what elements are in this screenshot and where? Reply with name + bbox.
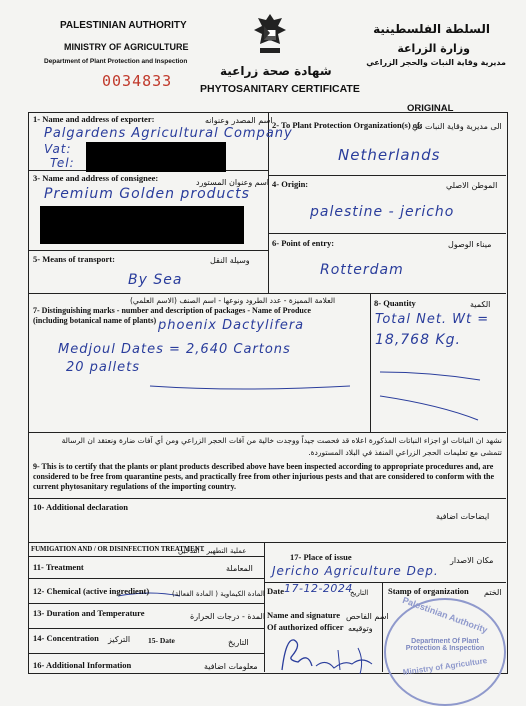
- department-ar: مديرية وقاية النبات والحجر الزراعي: [366, 58, 506, 67]
- field-16-label-ar: معلومات اضافية: [204, 662, 258, 671]
- serial-number: 0034833: [102, 72, 173, 90]
- field-16-label: 16- Additional Information: [33, 660, 132, 670]
- ministry-en: MINISTRY OF AGRICULTURE: [64, 42, 189, 52]
- redaction-consignee: [40, 206, 244, 244]
- fumigation-label-ar: عملية التطهير - التدخين: [178, 547, 247, 555]
- emblem-icon: [248, 10, 292, 60]
- field-11-label-ar: المعاملة: [226, 564, 253, 573]
- field-7-label: 7- Distinguishing marks - number and description of packages - Name of Produce (including botanical name of plants): [33, 306, 311, 325]
- copy-type: ORIGINAL: [407, 103, 454, 114]
- botanical-name: phoenix Dactylifera: [158, 318, 305, 333]
- certification-text: 9- This is to certify that the plants or plant products described above have been inspected according to appropriate procedures and, are considered to be free from quarantine pests, and practically free from other injurious pests and that are considered to conform with the current phytosanitary regulations of the importing country.: [33, 462, 495, 491]
- signature-label-ar-2: وتوقيعه: [348, 624, 373, 633]
- field-17-label-ar: مكان الاصدار: [450, 556, 494, 565]
- field-4-label-ar: الموطن الاصلي: [446, 181, 498, 190]
- exporter-name: Palgardens Agricultural Company: [44, 126, 293, 141]
- quantity-weight: 18,768 Kg.: [375, 332, 461, 348]
- stamp-mid-1: Department Of Plant: [411, 638, 479, 645]
- field-3-label: 3- Name and address of consignee:: [33, 173, 159, 183]
- stamp-label-ar: الختم: [484, 588, 502, 597]
- department-en: Department of Plant Protection and Inspection: [44, 58, 188, 65]
- field-5-label-ar: وسيلة النقل: [210, 256, 250, 265]
- date-value: 17-12-2024: [284, 582, 353, 595]
- signature-label-1: Name and signature: [267, 610, 341, 620]
- field-8-label: 8- Quantity: [374, 298, 416, 308]
- field-2-label: 2- To Plant Protection Organization(s) of:: [272, 120, 423, 130]
- title-ar: شهادة صحة زراعية: [220, 64, 332, 78]
- origin-value: palestine - jericho: [310, 204, 455, 220]
- ministry-ar: وزارة الزراعة: [397, 42, 470, 55]
- place-of-issue: Jericho Agriculture Dep.: [272, 564, 439, 578]
- field-8-label-ar: الكمية: [470, 300, 491, 309]
- certification-text-ar-2: تتمشى مع تعليمات الحجر الزراعي المنفذ في البلاد المستوردة.: [308, 448, 502, 457]
- field-10-label-ar: ايضاحات اضافية: [436, 512, 490, 521]
- destination-country: Netherlands: [338, 146, 441, 164]
- signature-label-ar-1: اسم الفاحص: [346, 612, 389, 621]
- officer-signature: [272, 630, 382, 680]
- package-description: Medjoul Dates = 2,640 Cartons: [58, 342, 291, 357]
- field-12-label: 12- Chemical (active ingredient): [33, 586, 150, 596]
- authority-ar: السلطة الفلسطينية: [373, 22, 490, 36]
- field-7-label-ar: العلامة المميزة - عدد الطرود ونوعها - اسم الصنف (الاسم العلمي): [130, 296, 336, 305]
- field-5-label: 5- Means of transport:: [33, 254, 115, 264]
- field-1-label: 1- Name and address of exporter:: [33, 114, 155, 124]
- stamp-top-text: Palestinian Authority: [401, 594, 489, 636]
- field-15-label: 15- Date: [148, 636, 175, 645]
- field-14-label-ar: التركيز: [108, 635, 131, 644]
- entry-point-value: Rotterdam: [320, 262, 404, 278]
- field-14-label: 14- Concentration: [33, 633, 99, 643]
- stamp-mid-2: Protection & Inspection: [405, 645, 485, 652]
- quantity-label-value: Total Net. Wt =: [375, 312, 490, 327]
- organization-stamp: [384, 594, 506, 706]
- field-13-label: 13- Duration and Temperature: [33, 608, 145, 618]
- date-label-ar: التاريخ: [350, 589, 369, 597]
- field-13-label-ar: المدة - درجات الحرارة: [190, 612, 266, 621]
- fumigation-label: FUMIGATION AND / OR DISINFECTION TREATMENT: [31, 546, 205, 553]
- field-3-label-ar: اسم وعنوان المستورد: [196, 178, 270, 187]
- pallets-count: 20 pallets: [66, 360, 140, 375]
- certification-text-ar-1: نشهد ان النباتات او اجزاء النباتات المذكورة اعلاه قد فحصت جيداً ووجدت خالية من آفات الحجر الزراعي ومن أي آفات ضارة ونعتقد ان الرسالة: [61, 436, 502, 445]
- signature-label-2: Of authorized officer: [267, 622, 344, 632]
- transport-value: By Sea: [128, 272, 183, 288]
- stamp-label: Stamp of organization: [388, 586, 469, 596]
- field-6-label-ar: ميناء الوصول: [448, 240, 492, 249]
- field-15-label-ar: التاريخ: [228, 638, 249, 647]
- field-10-label: 10- Additional declaration: [33, 502, 128, 512]
- field-2-label-ar: الى مديرية وقاية النبات في: [412, 122, 502, 131]
- field-4-label: 4- Origin:: [272, 179, 309, 189]
- field-17-label: 17- Place of issue: [290, 552, 352, 562]
- field-11-label: 11- Treatment: [33, 562, 84, 572]
- exporter-vat: Vat:: [44, 142, 72, 156]
- field-6-label: 6- Point of entry:: [272, 238, 335, 248]
- date-label: Date: [267, 586, 284, 596]
- title-en: PHYTOSANITARY CERTIFICATE: [200, 83, 360, 95]
- redaction-exporter: [86, 142, 226, 172]
- authority-en: PALESTINIAN AUTHORITY: [60, 20, 187, 31]
- field-12-label-ar: المادة الكيماوية ( المادة الفعالة): [172, 590, 265, 598]
- field-1-label-ar: اسم المصدر وعنوانه: [205, 116, 273, 125]
- stamp-bottom-text: Ministry of Agriculture: [402, 656, 488, 677]
- exporter-tel: Tel:: [50, 156, 75, 170]
- consignee-name: Premium Golden products: [44, 186, 250, 202]
